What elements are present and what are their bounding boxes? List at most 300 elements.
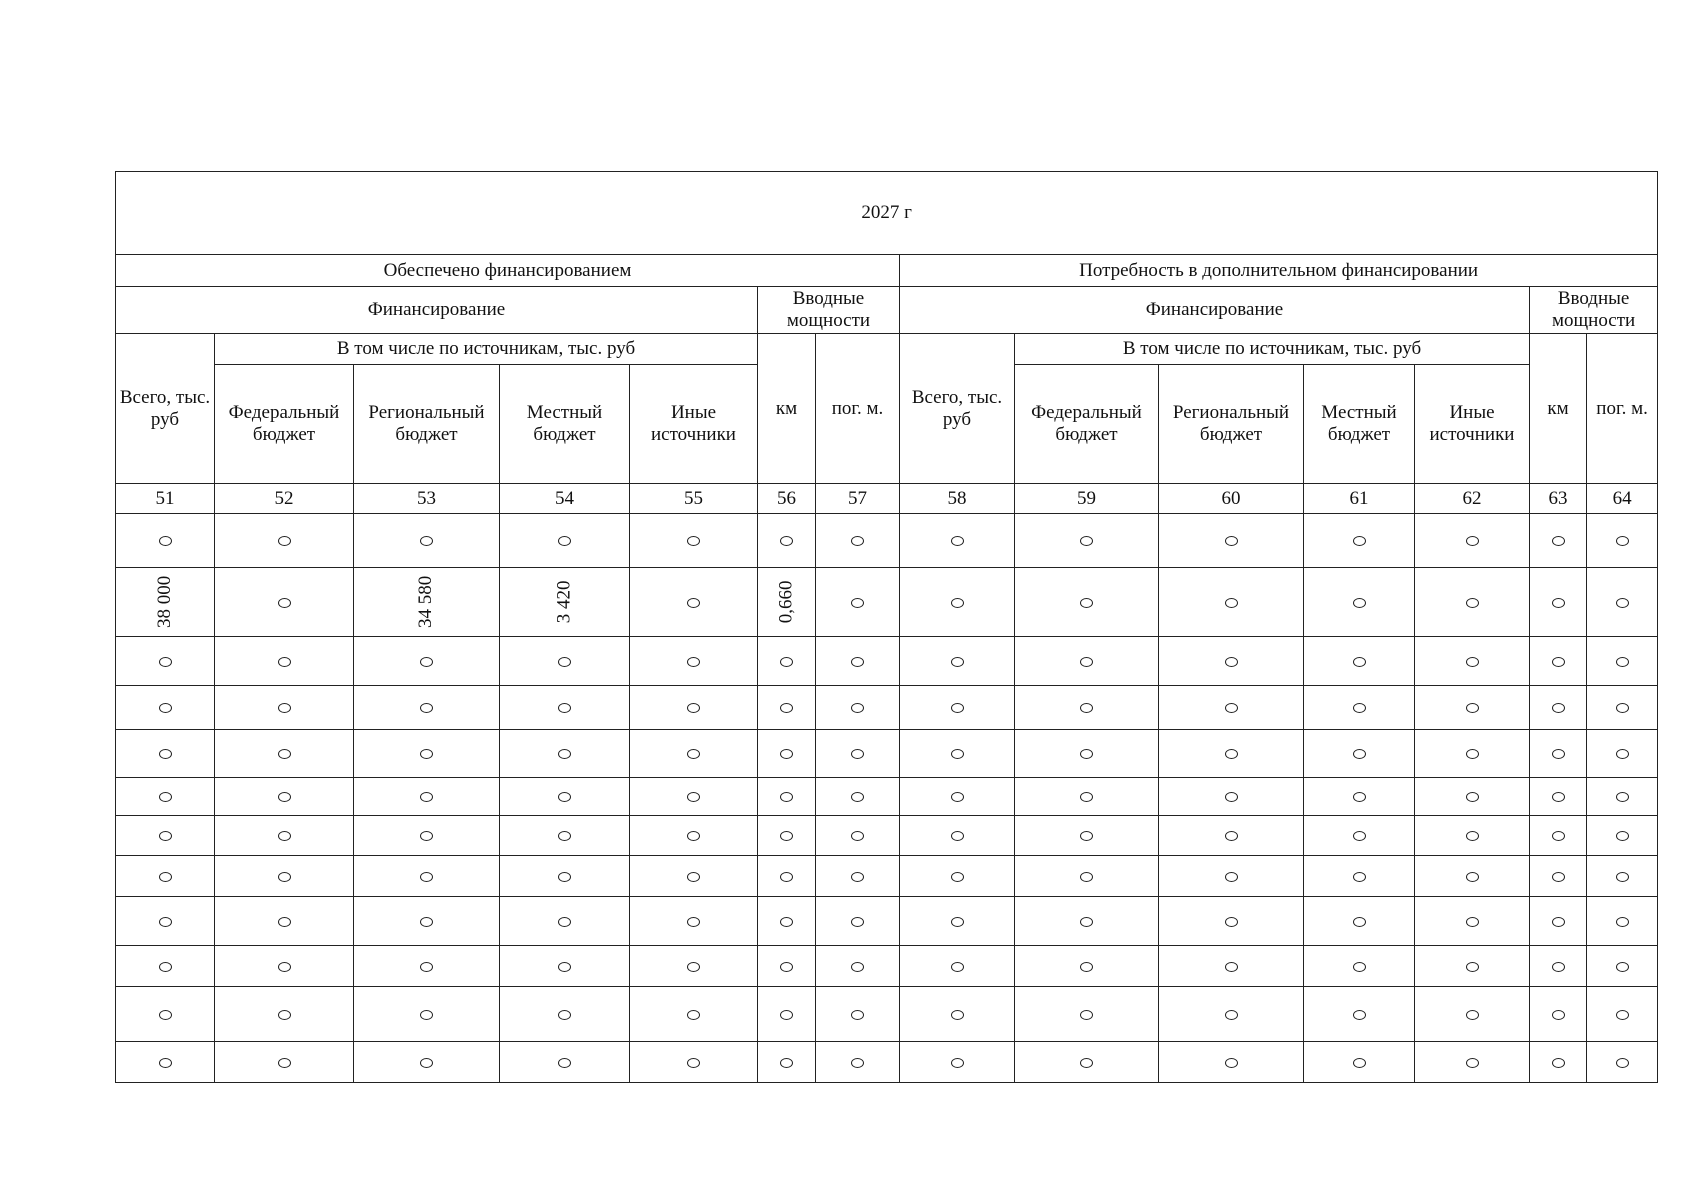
table-cell — [1304, 568, 1415, 637]
dash-mark — [1552, 598, 1565, 608]
dash-mark — [1225, 657, 1238, 667]
table-row — [116, 778, 1658, 816]
year-header: 2027 г — [116, 172, 1658, 255]
dash-mark — [780, 536, 793, 546]
table-cell — [900, 1042, 1015, 1083]
dash-mark — [1466, 1058, 1479, 1068]
column-number: 54 — [500, 484, 630, 514]
dash-mark — [278, 872, 291, 882]
dash-mark — [1353, 872, 1366, 882]
table-cell — [630, 730, 758, 778]
dash-mark — [687, 831, 700, 841]
table-cell — [1015, 856, 1159, 897]
table-cell — [1304, 946, 1415, 987]
table-cell — [1015, 1042, 1159, 1083]
col-header: Региональный бюджет — [1159, 365, 1304, 484]
dash-mark — [687, 1058, 700, 1068]
dash-mark — [1552, 1058, 1565, 1068]
table-cell — [500, 568, 630, 637]
table-cell — [900, 730, 1015, 778]
dash-mark — [278, 536, 291, 546]
table-cell — [1304, 856, 1415, 897]
table-cell — [816, 778, 900, 816]
dash-mark — [420, 657, 433, 667]
table-cell — [1159, 856, 1304, 897]
col-header: Федеральный бюджет — [215, 365, 354, 484]
dash-mark — [687, 749, 700, 759]
column-number-row — [116, 484, 1658, 514]
table-cell — [500, 730, 630, 778]
col-header: пог. м. — [816, 334, 900, 484]
table-row — [116, 686, 1658, 730]
financing-header-secured: Финансирование — [116, 287, 758, 334]
table-cell — [116, 1042, 215, 1083]
dash-mark — [159, 703, 172, 713]
dash-mark — [159, 657, 172, 667]
dash-mark — [1552, 792, 1565, 802]
table-cell — [1415, 637, 1530, 686]
dash-mark — [1080, 749, 1093, 759]
dash-mark — [558, 917, 571, 927]
table-cell — [215, 778, 354, 816]
dash-mark — [1080, 792, 1093, 802]
dash-mark — [558, 872, 571, 882]
col-header: Всего, тыс. руб — [116, 334, 215, 484]
table-cell — [758, 637, 816, 686]
table-cell — [1415, 897, 1530, 946]
table-cell — [1415, 946, 1530, 987]
table-cell — [1530, 730, 1587, 778]
table-cell — [354, 778, 500, 816]
table-cell — [1587, 686, 1658, 730]
dash-mark — [780, 1058, 793, 1068]
table-cell — [1159, 897, 1304, 946]
table-cell — [630, 897, 758, 946]
dash-mark — [1225, 536, 1238, 546]
table-cell — [1304, 816, 1415, 856]
table-cell — [900, 816, 1015, 856]
table-cell — [1530, 816, 1587, 856]
dash-mark — [1466, 1010, 1479, 1020]
table-cell — [900, 514, 1015, 568]
dash-mark — [1225, 962, 1238, 972]
table-cell — [116, 987, 215, 1042]
table-cell — [1415, 514, 1530, 568]
table-row — [116, 987, 1658, 1042]
table-cell — [816, 987, 900, 1042]
financing-header-need: Финансирование — [900, 287, 1530, 334]
dash-mark — [851, 1058, 864, 1068]
dash-mark — [1466, 536, 1479, 546]
table-cell — [816, 856, 900, 897]
dash-mark — [780, 703, 793, 713]
table-cell — [630, 816, 758, 856]
dash-mark — [951, 536, 964, 546]
dash-mark — [1552, 831, 1565, 841]
dash-mark — [420, 792, 433, 802]
table-cell — [354, 987, 500, 1042]
dash-mark — [278, 749, 291, 759]
table-cell — [215, 686, 354, 730]
table-row — [116, 637, 1658, 686]
dash-mark — [1466, 703, 1479, 713]
dash-mark — [851, 792, 864, 802]
table-cell — [630, 778, 758, 816]
dash-mark — [687, 1010, 700, 1020]
table-cell — [1159, 637, 1304, 686]
table-cell — [630, 686, 758, 730]
table-cell — [1415, 987, 1530, 1042]
table-cell — [1530, 637, 1587, 686]
table-cell — [1530, 897, 1587, 946]
dash-mark — [278, 703, 291, 713]
table-cell — [758, 946, 816, 987]
sources-header-need: В том числе по источникам, тыс. руб — [1015, 334, 1530, 365]
table-cell — [758, 987, 816, 1042]
table-cell — [630, 987, 758, 1042]
table-cell — [500, 897, 630, 946]
dash-mark — [1616, 831, 1629, 841]
dash-mark — [1080, 598, 1093, 608]
dash-mark — [780, 831, 793, 841]
table-cell — [215, 637, 354, 686]
dash-mark — [1225, 872, 1238, 882]
column-number: 53 — [354, 484, 500, 514]
dash-mark — [1552, 536, 1565, 546]
table-cell — [1159, 946, 1304, 987]
table-cell — [900, 686, 1015, 730]
table-cell — [816, 514, 900, 568]
table-row — [116, 816, 1658, 856]
dash-mark — [687, 536, 700, 546]
table-cell — [500, 946, 630, 987]
table-cell — [1015, 514, 1159, 568]
financing-table — [115, 171, 1658, 1083]
table-cell — [500, 686, 630, 730]
dash-mark — [1225, 831, 1238, 841]
table-cell — [354, 816, 500, 856]
table-cell — [1415, 568, 1530, 637]
table-cell — [1587, 816, 1658, 856]
dash-mark — [851, 749, 864, 759]
table-cell — [1304, 686, 1415, 730]
table-cell — [354, 1042, 500, 1083]
dash-mark — [1552, 1010, 1565, 1020]
table-cell — [630, 1042, 758, 1083]
col-header: Иные источники — [630, 365, 758, 484]
column-number: 56 — [758, 484, 816, 514]
table-cell — [215, 1042, 354, 1083]
table-cell — [1415, 1042, 1530, 1083]
dash-mark — [558, 1010, 571, 1020]
table-cell — [1159, 514, 1304, 568]
dash-mark — [1616, 792, 1629, 802]
table-cell — [1415, 816, 1530, 856]
dash-mark — [278, 831, 291, 841]
table-cell — [500, 1042, 630, 1083]
table-cell — [1304, 514, 1415, 568]
dash-mark — [420, 1058, 433, 1068]
table-cell — [500, 987, 630, 1042]
column-number: 61 — [1304, 484, 1415, 514]
dash-mark — [278, 1058, 291, 1068]
table-cell — [816, 946, 900, 987]
table-cell — [758, 897, 816, 946]
table-cell — [630, 637, 758, 686]
table-cell — [1159, 816, 1304, 856]
cell-value: 34 580 — [415, 575, 437, 629]
table-cell — [1015, 816, 1159, 856]
dash-mark — [1552, 657, 1565, 667]
dash-mark — [851, 703, 864, 713]
dash-mark — [1353, 792, 1366, 802]
dash-mark — [951, 792, 964, 802]
column-number: 55 — [630, 484, 758, 514]
table-cell — [758, 816, 816, 856]
table-cell — [1530, 568, 1587, 637]
table-row — [116, 514, 1658, 568]
table-cell — [758, 778, 816, 816]
column-number: 60 — [1159, 484, 1304, 514]
table-cell — [116, 637, 215, 686]
column-number: 58 — [900, 484, 1015, 514]
table-cell — [215, 730, 354, 778]
dash-mark — [278, 598, 291, 608]
column-number: 51 — [116, 484, 215, 514]
table-cell — [900, 856, 1015, 897]
table-cell — [900, 568, 1015, 637]
dash-mark — [1080, 1058, 1093, 1068]
table-cell — [630, 568, 758, 637]
dash-mark — [1616, 536, 1629, 546]
dash-mark — [278, 917, 291, 927]
dash-mark — [159, 1058, 172, 1068]
table-cell — [1304, 987, 1415, 1042]
dash-mark — [851, 831, 864, 841]
col-header: пог. м. — [1587, 334, 1658, 484]
table-cell — [1015, 637, 1159, 686]
table-cell — [1530, 987, 1587, 1042]
table-cell — [215, 987, 354, 1042]
dash-mark — [951, 872, 964, 882]
table-cell — [1587, 637, 1658, 686]
table-cell — [758, 514, 816, 568]
dash-mark — [951, 703, 964, 713]
dash-mark — [1353, 536, 1366, 546]
table-cell — [816, 1042, 900, 1083]
dash-mark — [558, 831, 571, 841]
table-cell — [1015, 946, 1159, 987]
column-number: 63 — [1530, 484, 1587, 514]
table-cell — [1587, 946, 1658, 987]
table-cell — [1587, 897, 1658, 946]
dash-mark — [420, 749, 433, 759]
table-cell — [1587, 730, 1658, 778]
dash-mark — [851, 962, 864, 972]
group-need: Потребность в дополнительном финансировании — [900, 255, 1658, 287]
table-cell — [215, 897, 354, 946]
table-cell — [354, 946, 500, 987]
capacity-header-secured: Вводные мощности — [758, 287, 900, 334]
dash-mark — [1616, 749, 1629, 759]
dash-mark — [1225, 703, 1238, 713]
table-cell — [1530, 946, 1587, 987]
table-cell — [116, 778, 215, 816]
dash-mark — [1080, 1010, 1093, 1020]
table-cell — [1015, 897, 1159, 946]
dash-mark — [1616, 962, 1629, 972]
dash-mark — [687, 792, 700, 802]
dash-mark — [1225, 598, 1238, 608]
table-cell — [354, 568, 500, 637]
dash-mark — [780, 962, 793, 972]
dash-mark — [1616, 703, 1629, 713]
col-header: Федеральный бюджет — [1015, 365, 1159, 484]
cell-value: 0,660 — [775, 580, 797, 624]
dash-mark — [420, 962, 433, 972]
dash-mark — [1353, 917, 1366, 927]
table-cell — [816, 686, 900, 730]
dash-mark — [1466, 831, 1479, 841]
dash-mark — [159, 1010, 172, 1020]
table-cell — [816, 568, 900, 637]
dash-mark — [1225, 792, 1238, 802]
dash-mark — [1616, 657, 1629, 667]
dash-mark — [558, 657, 571, 667]
table-cell — [1587, 514, 1658, 568]
table-cell — [354, 637, 500, 686]
dash-mark — [780, 749, 793, 759]
table-cell — [215, 568, 354, 637]
dash-mark — [951, 831, 964, 841]
dash-mark — [951, 598, 964, 608]
col-header: Всего, тыс. руб — [900, 334, 1015, 484]
table-cell — [116, 730, 215, 778]
column-number: 57 — [816, 484, 900, 514]
table-cell — [1015, 987, 1159, 1042]
dash-mark — [420, 917, 433, 927]
table-cell — [900, 897, 1015, 946]
table-cell — [1159, 987, 1304, 1042]
cell-value: 3 420 — [553, 580, 575, 624]
dash-mark — [1616, 1010, 1629, 1020]
col-header: Региональный бюджет — [354, 365, 500, 484]
column-number: 52 — [215, 484, 354, 514]
dash-mark — [558, 703, 571, 713]
dash-mark — [1552, 872, 1565, 882]
table-cell — [1530, 514, 1587, 568]
table-cell — [758, 686, 816, 730]
dash-mark — [420, 703, 433, 713]
dash-mark — [687, 962, 700, 972]
dash-mark — [687, 703, 700, 713]
table-cell — [116, 946, 215, 987]
dash-mark — [780, 792, 793, 802]
table-cell — [500, 856, 630, 897]
dash-mark — [1466, 657, 1479, 667]
table-cell — [215, 856, 354, 897]
dash-mark — [1080, 657, 1093, 667]
dash-mark — [420, 1010, 433, 1020]
table-cell — [816, 637, 900, 686]
group-secured: Обеспечено финансированием — [116, 255, 900, 287]
dash-mark — [780, 872, 793, 882]
dash-mark — [159, 872, 172, 882]
dash-mark — [1552, 962, 1565, 972]
column-number: 59 — [1015, 484, 1159, 514]
table-cell — [630, 856, 758, 897]
dash-mark — [1552, 703, 1565, 713]
dash-mark — [1616, 598, 1629, 608]
dash-mark — [1466, 917, 1479, 927]
dash-mark — [1552, 917, 1565, 927]
dash-mark — [1080, 536, 1093, 546]
dash-mark — [1466, 598, 1479, 608]
table-cell — [1587, 568, 1658, 637]
dash-mark — [1616, 1058, 1629, 1068]
dash-mark — [1080, 872, 1093, 882]
table-cell — [1015, 568, 1159, 637]
dash-mark — [780, 657, 793, 667]
table-row — [116, 1042, 1658, 1083]
table-cell — [816, 897, 900, 946]
table-cell — [116, 514, 215, 568]
table-cell — [900, 778, 1015, 816]
col-header: км — [1530, 334, 1587, 484]
dash-mark — [420, 872, 433, 882]
table-cell — [758, 856, 816, 897]
dash-mark — [1616, 917, 1629, 927]
dash-mark — [278, 657, 291, 667]
table-cell — [354, 856, 500, 897]
dash-mark — [1466, 792, 1479, 802]
table-row — [116, 568, 1658, 637]
dash-mark — [1353, 831, 1366, 841]
table-cell — [1159, 778, 1304, 816]
dash-mark — [687, 917, 700, 927]
dash-mark — [1353, 749, 1366, 759]
table-cell — [816, 816, 900, 856]
dash-mark — [780, 1010, 793, 1020]
dash-mark — [159, 792, 172, 802]
dash-mark — [687, 657, 700, 667]
table-cell — [1015, 778, 1159, 816]
table-cell — [1015, 686, 1159, 730]
dash-mark — [851, 872, 864, 882]
dash-mark — [1353, 598, 1366, 608]
capacity-header-need: Вводные мощности — [1530, 287, 1658, 334]
table-cell — [1159, 1042, 1304, 1083]
table-cell — [1587, 778, 1658, 816]
table-cell — [900, 987, 1015, 1042]
dash-mark — [278, 962, 291, 972]
table-cell — [116, 568, 215, 637]
dash-mark — [1616, 872, 1629, 882]
table-cell — [1530, 778, 1587, 816]
dash-mark — [1225, 917, 1238, 927]
table-cell — [1159, 568, 1304, 637]
table-cell — [1304, 778, 1415, 816]
dash-mark — [951, 1058, 964, 1068]
table-cell — [215, 816, 354, 856]
dash-mark — [278, 1010, 291, 1020]
dash-mark — [951, 657, 964, 667]
dash-mark — [159, 749, 172, 759]
cell-value: 38 000 — [154, 575, 176, 629]
dash-mark — [558, 536, 571, 546]
dash-mark — [851, 917, 864, 927]
dash-mark — [558, 749, 571, 759]
